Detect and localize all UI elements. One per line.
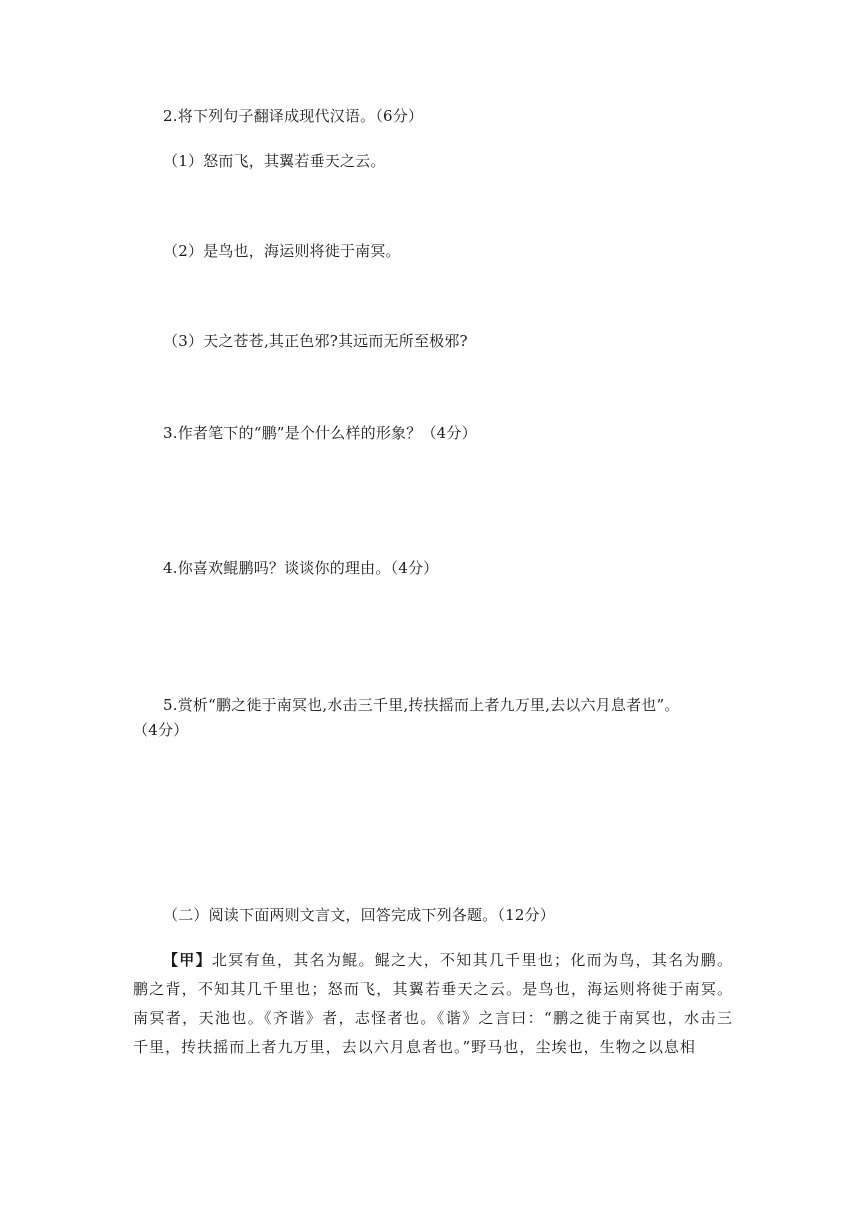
question-4: 4.你喜欢鲲鹏吗？谈谈你的理由。（4分） xyxy=(163,559,439,577)
question-3: 3.作者笔下的“鹏”是个什么样的形象？（4分） xyxy=(163,424,477,442)
question-2-sentence-2: （2）是鸟也，海运则将徙于南冥。 xyxy=(163,242,401,260)
passage-jia xyxy=(133,946,733,1062)
passage-label: 【甲】 xyxy=(163,951,212,969)
question-5-line-2: （4分） xyxy=(133,721,189,739)
section-2-title: （二）阅读下面两则文言文，回答完成下列各题。（12分） xyxy=(163,906,555,924)
passage-text: 北冥有鱼，其名为鲲。鲲之大，不知其几千里也；化而为鸟，其名为鹏。鹏之背，不知其几千里也；怒而飞，其翼若垂天之云。是鸟也，海运则将徙于南冥。南冥者，天池也。《齐谐》者，志怪者也。《谐》之言曰：“鹏之徙于南冥也，水击三千里，抟扶摇而上者九万里，去以六月息者也。”野马也，尘埃也，生物之以息相 xyxy=(133,951,734,1056)
question-2-sentence-3: （3）天之苍苍,其正色邪?其远而无所至极邪? xyxy=(163,332,468,350)
question-5-line-1: 5.赏析“鹏之徙于南冥也,水击三千里,抟扶摇而上者九万里,去以六月息者也”。 xyxy=(163,696,680,714)
question-2-sentence-1: （1）怒而飞，其翼若垂天之云。 xyxy=(163,152,386,170)
question-2-title: 2.将下列句子翻译成现代汉语。（6分） xyxy=(163,107,424,125)
